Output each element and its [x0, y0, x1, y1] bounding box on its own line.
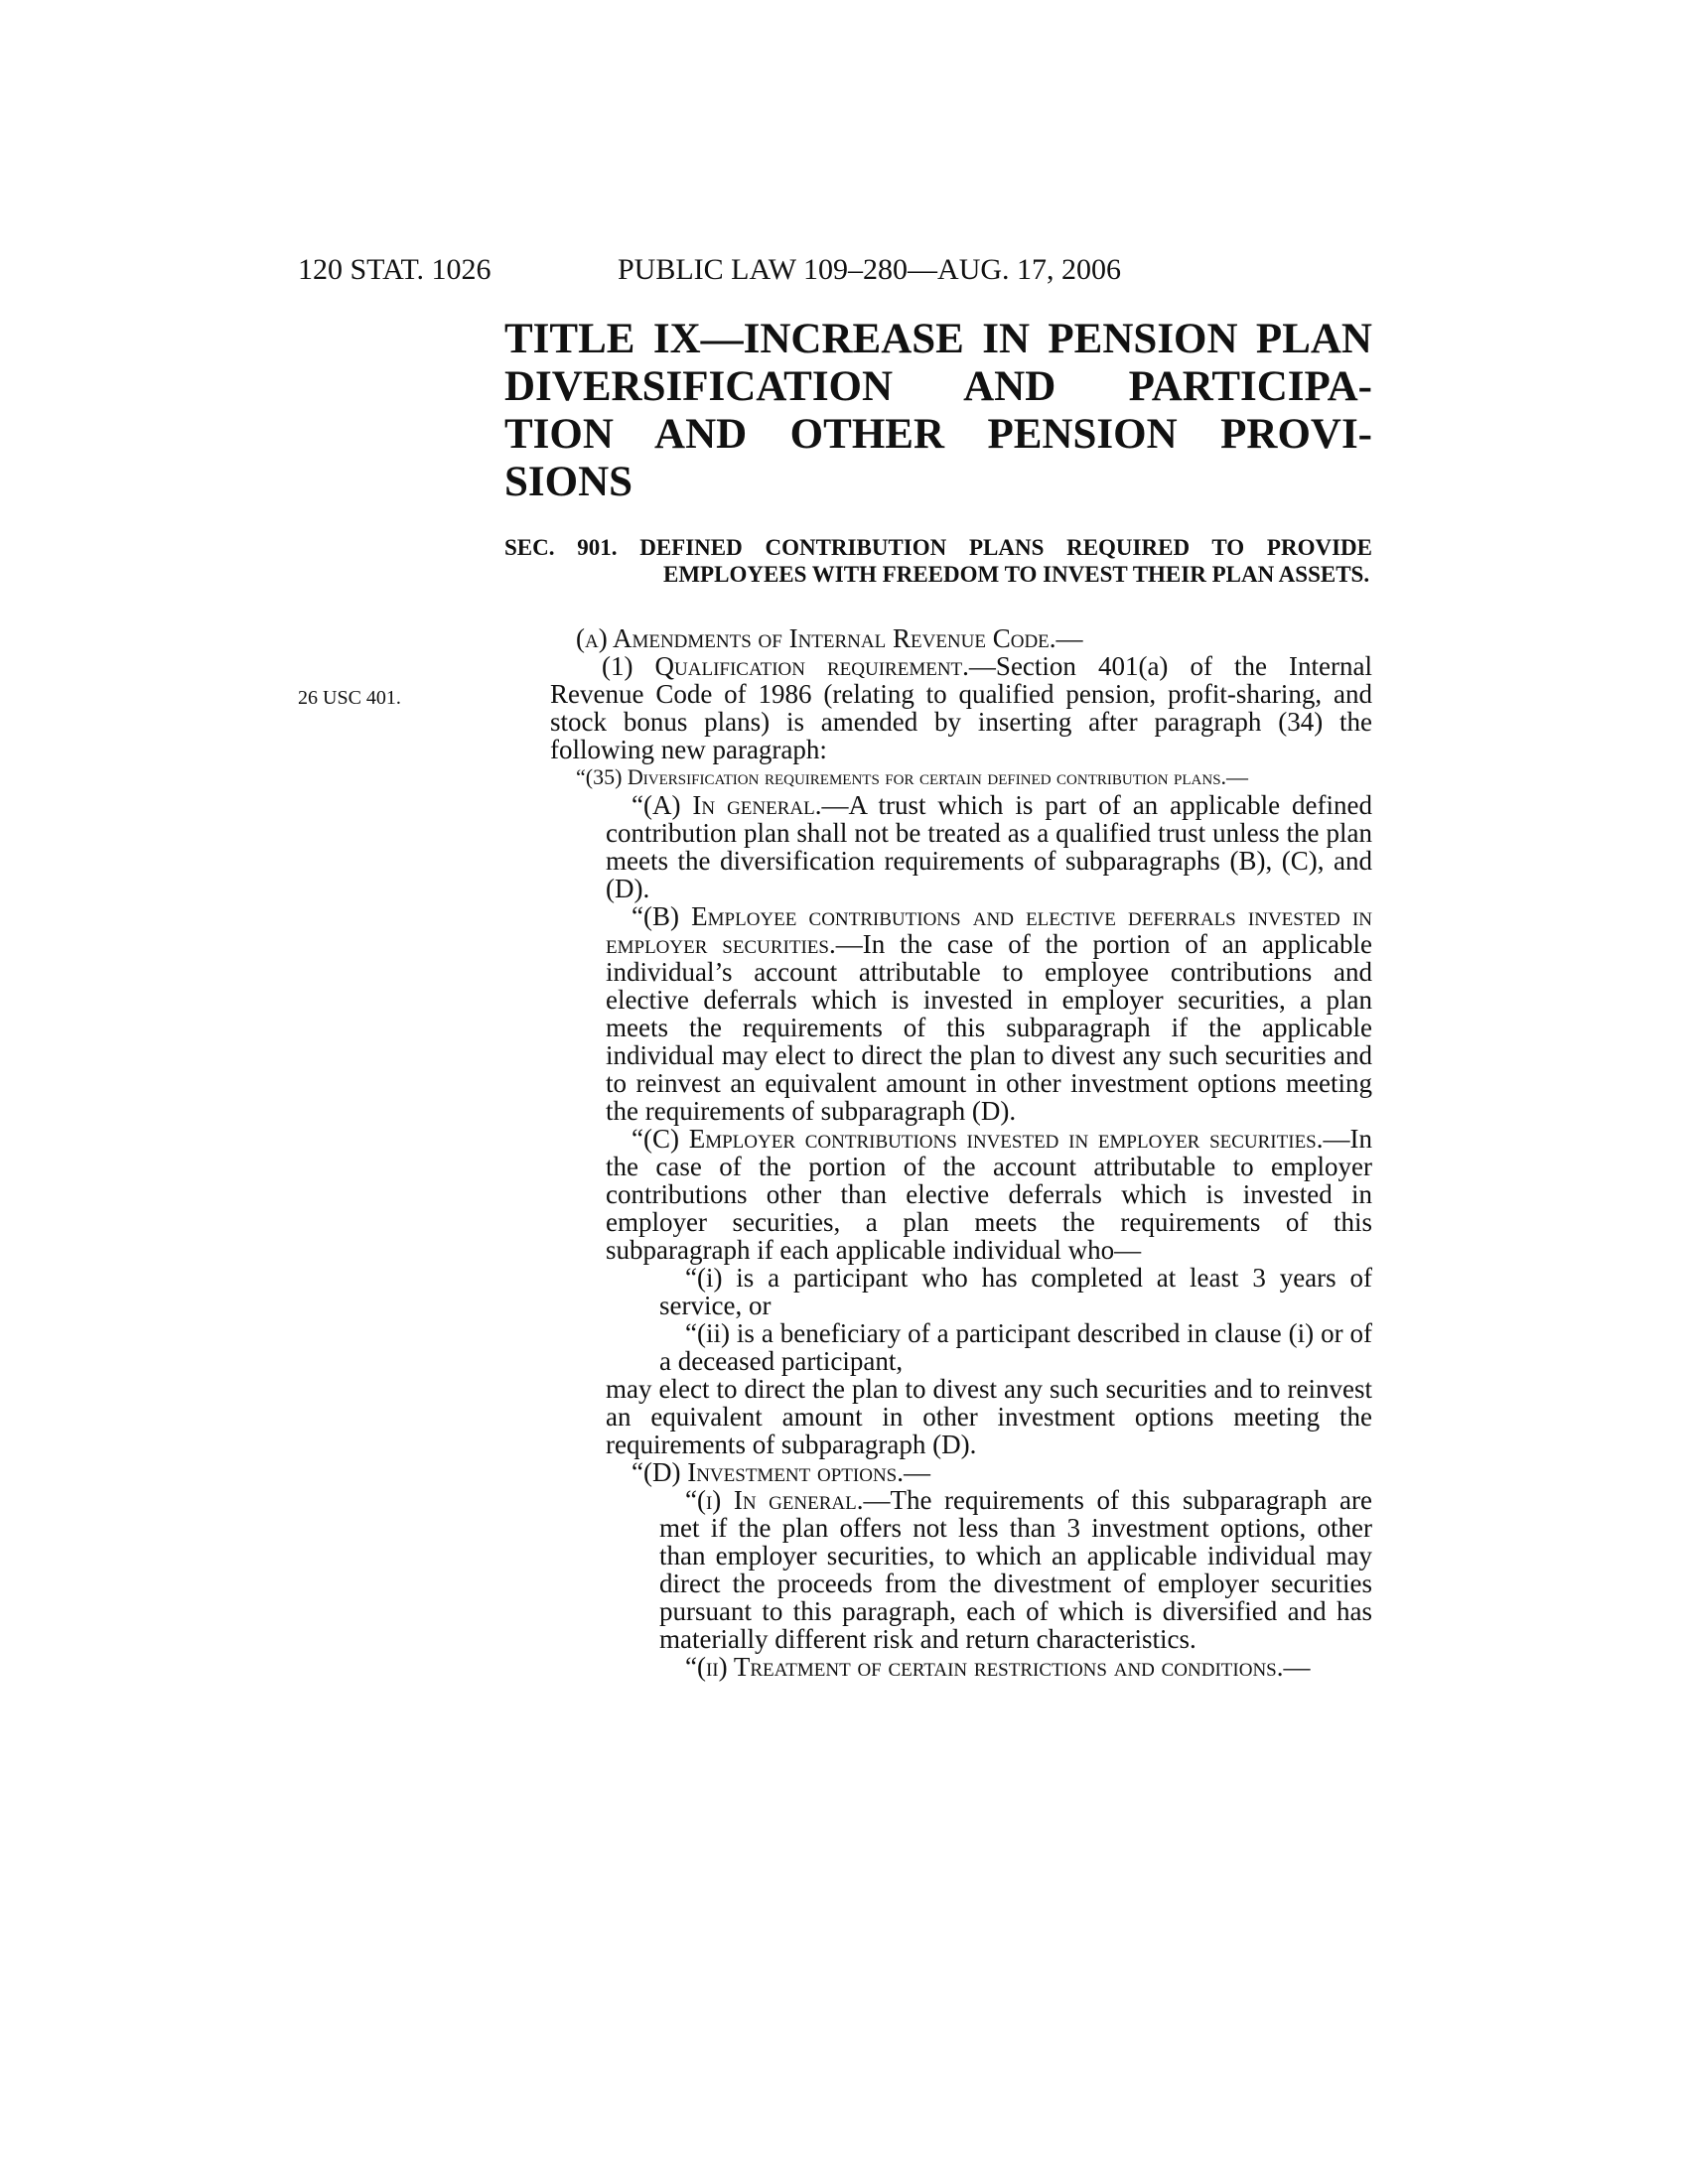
paragraph-1 [550, 652, 1372, 763]
title-heading [504, 316, 1372, 506]
paragraph-1-text: —Section 401(a) of the Internal Revenue Code of 1986 (relating to qualified pension, profit-sharing, and stock bonus plans) is amended by inserting after paragraph (34) the following new paragraph: [550, 651, 1372, 764]
clause-d-ii-heading: “(ii) Treatment of certain restrictions and conditions.— [685, 1652, 1311, 1682]
title-line-2: DIVERSIFICATION AND PARTICIPA- [504, 363, 1372, 410]
paragraph-35-heading: “(35) Diversification requirements for certain defined contribution plans.— [576, 764, 1249, 789]
subparagraph-b-heading: “(B) Employee contributions and elective deferrals invested in employer securities. [606, 901, 1372, 959]
title-line-4: SIONS [504, 459, 633, 505]
statute-page-number: 120 STAT. 1026 [298, 253, 492, 286]
title-line-1: TITLE IX—INCREASE IN PENSION PLAN [504, 316, 1372, 362]
subparagraph-c [550, 1125, 1372, 1264]
title-line-3: TION AND OTHER PENSION PROVI- [504, 411, 1372, 458]
page-header [298, 250, 1372, 290]
subparagraph-b [550, 902, 1372, 1125]
clause-c-ii: “(ii) is a beneficiary of a participant described in clause (i) or of a deceased participant, [659, 1318, 1372, 1376]
margin-citation: 26 USC 401. [298, 687, 401, 709]
subparagraph-b-text: —In the case of the portion of an applicable individual’s account attributable to employee contributions and elective deferrals which is invested in employer securities, a plan meets the requirements of this subparagraph if the applicable individual may elect to direct the plan to divest any such securities and to reinvest an equivalent amount in other investment options meeting the requirements of subparagraph (D). [606, 929, 1372, 1126]
clause-d-i [550, 1486, 1372, 1653]
clause-d-i-text: —The requirements of this subparagraph are met if the plan offers not less than 3 investment options, other than employer securities, to which an applicable individual may direct the proceeds from the divestment of employer securities pursuant to this paragraph, each of which is diversified and has materially different risk and return characteristics. [659, 1485, 1372, 1654]
paragraph-1-heading: (1) Qualification requirement. [602, 651, 969, 681]
subparagraph-a [550, 791, 1372, 902]
section-body [550, 624, 1372, 1681]
clause-d-i-heading: “(i) In general. [685, 1485, 864, 1515]
subparagraph-a-heading: “(A) In general. [632, 790, 822, 820]
section-heading-continuation: EMPLOYEES WITH FREEDOM TO INVEST THEIR PLAN ASSETS. [663, 562, 1370, 587]
section-heading-first-line: SEC. 901. DEFINED CONTRIBUTION PLANS REQUIRED TO PROVIDE [504, 535, 1372, 560]
subparagraph-c-closing: may elect to direct the plan to divest any such securities and to reinvest an equivalent amount in other investment options meeting the requirements of subparagraph (D). [606, 1374, 1372, 1459]
subparagraph-c-text: —In the case of the portion of the account attributable to employer contributions other than elective deferrals which is invested in employer securities, a plan meets the requirements of this subparagraph if each applicable individual who— [606, 1124, 1372, 1265]
subparagraph-a-text: —A trust which is part of an applicable defined contribution plan shall not be treated as a qualified trust unless the plan meets the diversification requirements of subparagraphs (B), (C), and (D). [606, 790, 1372, 903]
clause-c-i: “(i) is a participant who has completed at least 3 years of service, or [659, 1263, 1372, 1320]
subparagraph-c-heading: “(C) Employer contributions invested in employer securities. [632, 1124, 1324, 1154]
subsection-a-heading: (a) Amendments of Internal Revenue Code.— [576, 623, 1083, 653]
section-heading [504, 534, 1372, 588]
public-law-citation: PUBLIC LAW 109–280—AUG. 17, 2006 [618, 253, 1122, 286]
subparagraph-d-heading: “(D) Investment options.— [632, 1457, 930, 1487]
